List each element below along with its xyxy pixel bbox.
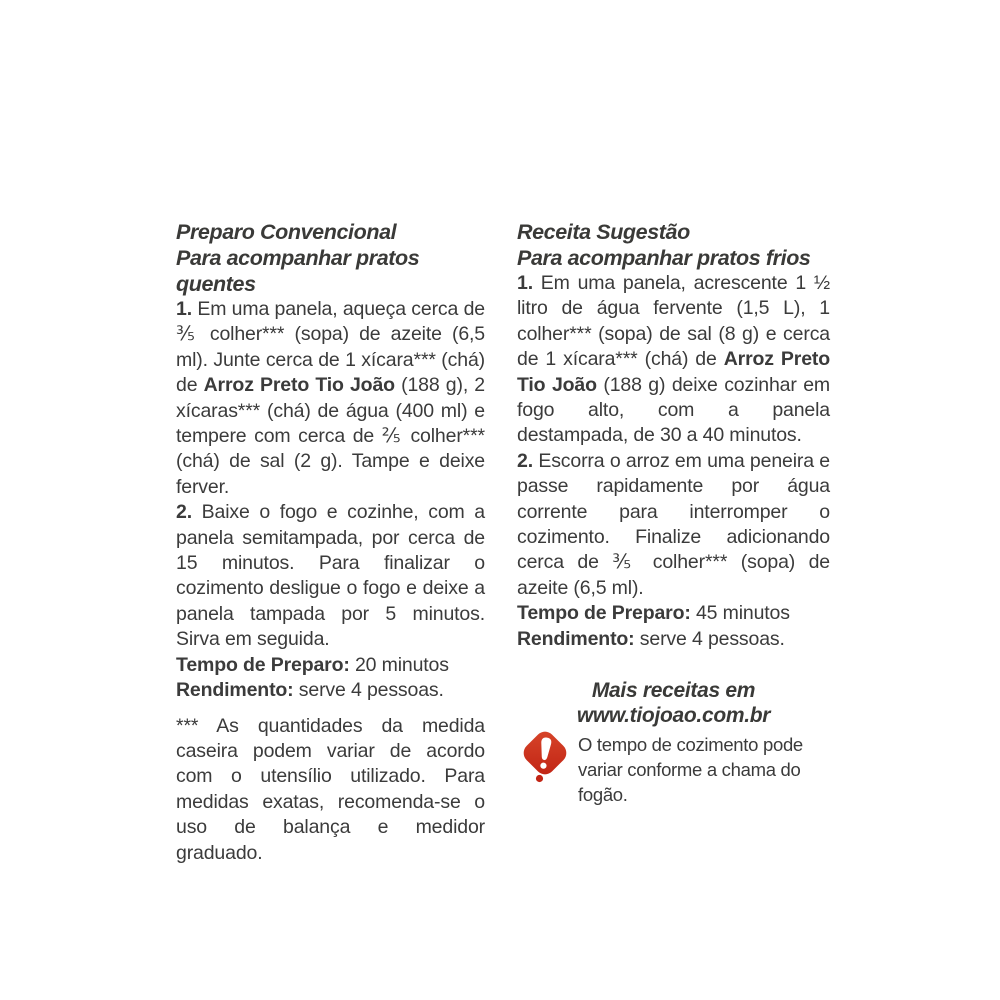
cooking-time-warning	[517, 729, 830, 807]
left-prep-time: Tempo de Preparo: 20 minutos	[176, 653, 449, 676]
right-column-title: Receita Sugestão	[517, 220, 690, 244]
left-step-2: 2. Baixe o fogo e cozinhe, com a panela semitampada, por cerca de 15 minutos. Para finalizar o cozimento desligue o fogo e deixe a panela tampada por 5 minutos. Sirva em seguida.	[176, 501, 485, 651]
more-recipes-text: Mais receitas em	[591, 679, 756, 703]
right-step-1: 1. Em uma panela, acrescente 1 ½ litro de água fervente (1,5 L), 1 colher*** (sopa) de sal (8 g) e cerca de 1 xícara*** (chá) de Arroz Preto Tio João (188 g) deixe cozinhar em fogo alto, com a panela destampada, de 30 a 40 minutos.	[517, 272, 830, 447]
website-url: www.tiojoao.com.br	[576, 704, 771, 728]
right-column	[517, 219, 830, 807]
left-yield: Rendimento: serve 4 pessoas.	[176, 679, 444, 702]
right-column-subtitle: Para acompanhar pratos frios	[517, 246, 811, 270]
exclamation-diamond-icon	[519, 729, 571, 787]
left-column-subtitle: Para acompanhar pratos quentes	[176, 246, 420, 296]
left-column-title: Preparo Convencional	[176, 220, 397, 244]
measurement-footnote: *** As quantidades da medida caseira podem variar de acordo com o utensílio utilizado. Para medidas exatas, recomenda-se o uso de balança e medidor graduado.	[176, 714, 485, 864]
left-step-1: 1. Em uma panela, aqueça cerca de ⅗ colher*** (sopa) de azeite (6,5 ml). Junte cerca de 1 xícara*** (chá) de Arroz Preto Tio João (188 g), 2 xícaras*** (chá) de água (400 ml) e tempere com cerca de ⅖ colher*** (chá) de sal (2 g). Tampe e deixe ferver.	[176, 298, 485, 498]
left-column	[176, 219, 485, 866]
right-yield: Rendimento: serve 4 pessoas.	[517, 627, 785, 650]
right-prep-time: Tempo de Preparo: 45 minutos	[517, 602, 790, 625]
warning-text: O tempo de cozimento pode variar conforme a chama do fogão.	[578, 734, 803, 806]
right-step-2: 2. Escorra o arroz em uma peneira e passe rapidamente por água corrente para interromper o cozimento. Finalize adicionando cerca de ⅗ colher*** (sopa) de azeite (6,5 ml).	[517, 449, 830, 599]
more-recipes-block	[517, 678, 830, 728]
